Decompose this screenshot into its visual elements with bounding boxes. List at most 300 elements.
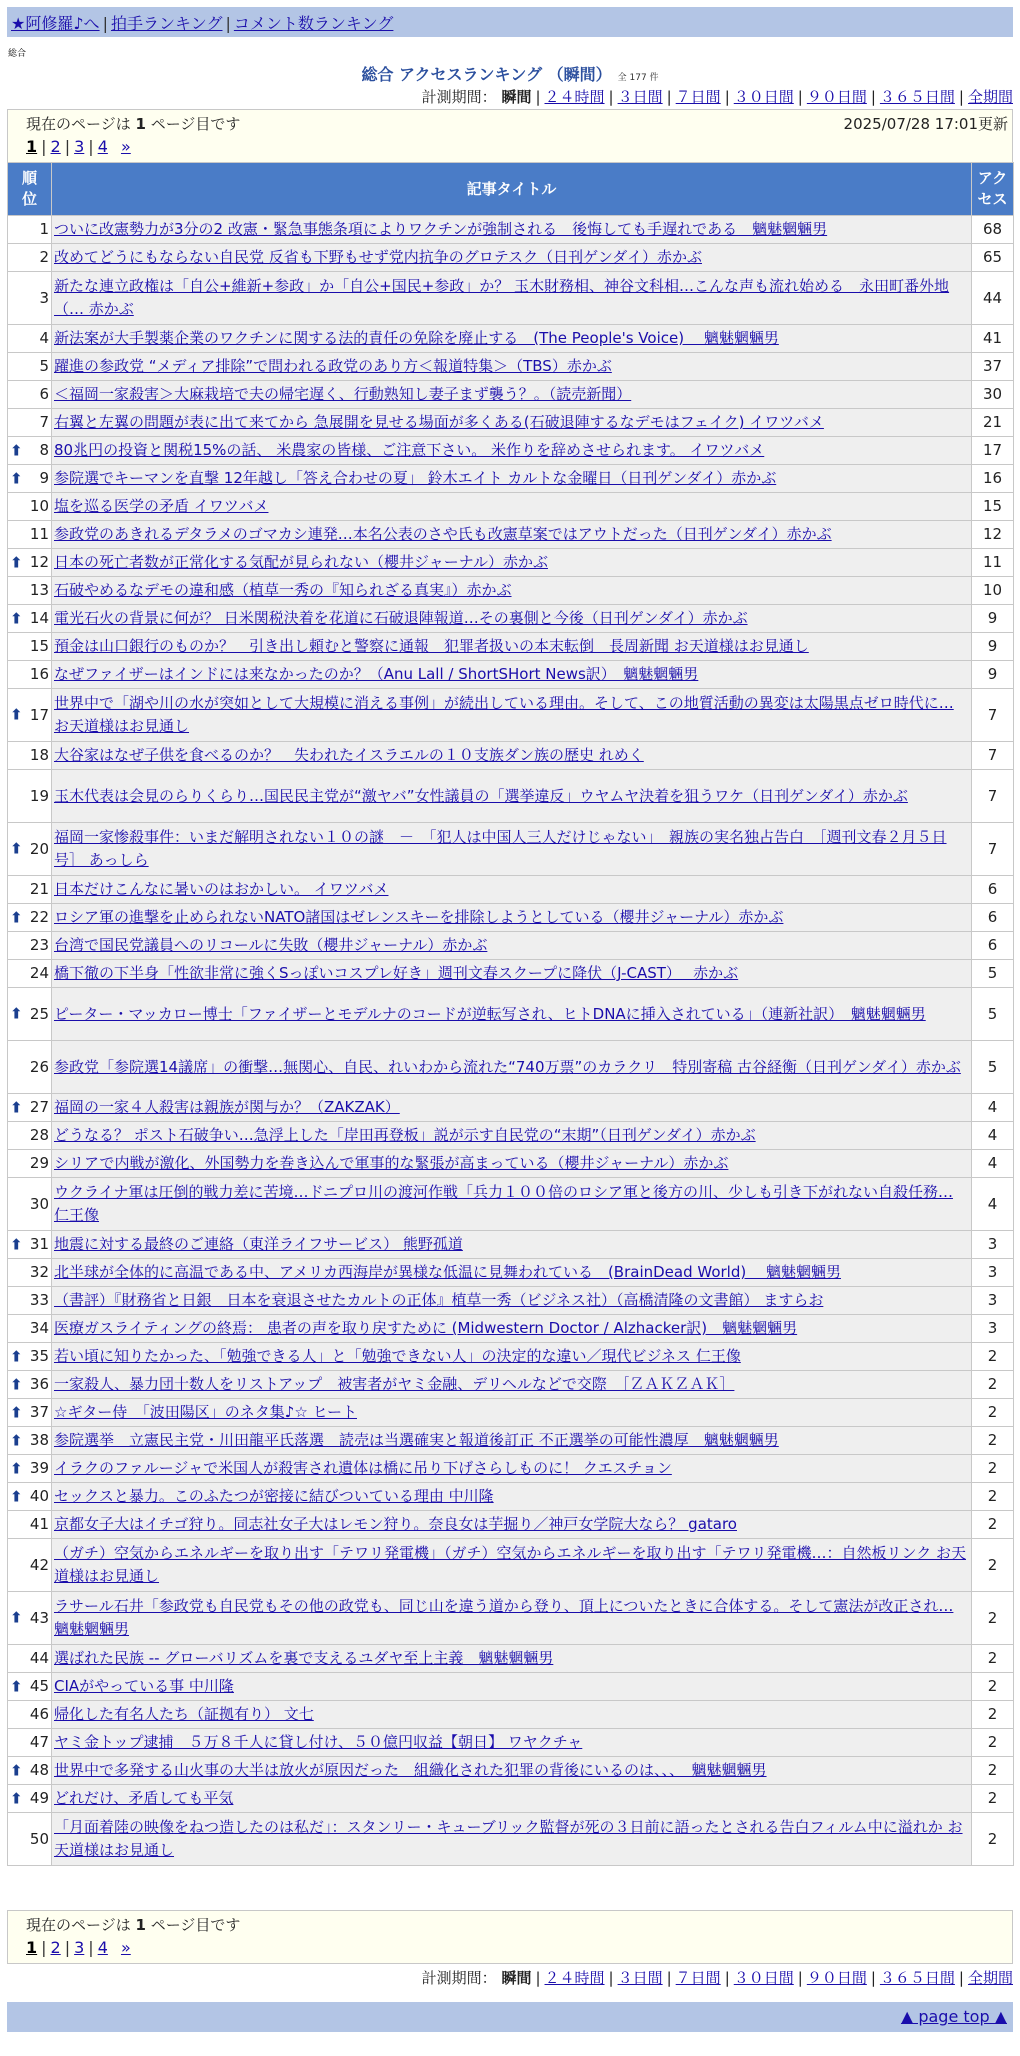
article-link[interactable]: 地震に対する最終のご連絡（東洋ライフサービス） 熊野孤道 <box>54 1235 463 1253</box>
access-count: 6 <box>972 904 1014 932</box>
rank-up-arrow-icon: ⬆ <box>10 1004 23 1023</box>
access-count: 6 <box>972 876 1014 904</box>
article-link[interactable]: シリアで内戦が激化、外国勢力を巻き込んで軍事的な緊張が高まっている（櫻井ジャーナル）赤かぶ <box>54 1154 729 1172</box>
rank-number: 47 <box>29 1733 49 1751</box>
rank-number: 40 <box>29 1487 49 1505</box>
rank-cell <box>8 1150 52 1178</box>
rank-number: 1 <box>39 220 49 238</box>
table-row <box>8 932 1014 960</box>
access-count: 2 <box>972 1701 1014 1729</box>
article-link[interactable]: CIAがやっている事 中川隆 <box>54 1677 234 1695</box>
rank-number: 26 <box>29 1057 49 1076</box>
rank-number: 27 <box>29 1098 49 1116</box>
period-current: 瞬間 <box>501 1969 532 1987</box>
article-link[interactable]: 台湾で国民党議員へのリコールに失敗（櫻井ジャーナル）赤かぶ <box>54 936 488 954</box>
rank-number: 21 <box>29 880 49 898</box>
period-link-all[interactable]: 全期間 <box>967 1969 1013 1987</box>
rank-number: 16 <box>29 665 49 683</box>
access-count: 15 <box>972 493 1014 521</box>
table-row <box>8 1483 1014 1511</box>
title-cell <box>52 1511 972 1539</box>
access-count: 7 <box>972 770 1014 823</box>
pager-link-2[interactable]: 2 <box>50 1938 61 1957</box>
article-link[interactable]: セックスと暴力。このふたつが密接に結びついている理由 中川隆 <box>54 1487 494 1505</box>
article-link[interactable]: 京都女子大はイチゴ狩り。同志社女子大はレモン狩り。奈良女は芋掘り／神戸女学院大なら？ gataro <box>54 1515 737 1533</box>
table-row <box>8 1673 1014 1701</box>
rank-number: 17 <box>29 705 49 724</box>
rank-cell <box>8 409 52 437</box>
access-count: 9 <box>972 633 1014 661</box>
access-count: 5 <box>972 960 1014 988</box>
rank-cell <box>8 960 52 988</box>
nav-link-ashura[interactable]: ★阿修羅♪へ <box>11 14 100 33</box>
title-cell <box>52 689 972 742</box>
article-link[interactable]: 改めてどうにもならない自民党 反省も下野もせず党内抗争のグロテスク（日刊ゲンダイ）赤かぶ <box>54 248 702 266</box>
period-link-all[interactable]: 全期間 <box>967 88 1013 106</box>
article-link[interactable]: 大谷家はなぜ子供を食べるのか？ 失われたイスラエルの１０支族ダン族の歴史 れめく <box>54 746 644 764</box>
rank-cell <box>8 1041 52 1094</box>
rank-cell <box>8 244 52 272</box>
period-current: 瞬間 <box>501 88 532 106</box>
title-cell <box>52 437 972 465</box>
period-link-24h[interactable]: ２４時間 <box>544 1969 605 1987</box>
article-link[interactable]: （ガチ）空気からエネルギーを取り出す「テワリ発電機」（ガチ）空気からエネルギーを取り出す「テワリ発電機…：自然板リンク お天道様はお見通し <box>54 1544 966 1585</box>
rank-number: 29 <box>29 1154 49 1172</box>
rank-number: 32 <box>29 1263 49 1281</box>
title-cell <box>52 1729 972 1757</box>
top-nav-bar <box>7 7 1013 37</box>
article-link[interactable]: （書評）『財務省と日銀 日本を衰退させたカルトの正体』植草一秀（ビジネス社）（高橋清隆の文書館） ますらお <box>54 1291 824 1309</box>
table-row <box>8 1315 1014 1343</box>
updated-timestamp: 2025/07/28 17:01更新 <box>843 115 1008 133</box>
period-link-3d[interactable]: ３日間 <box>617 1969 663 1987</box>
article-link[interactable]: 塩を巡る医学の矛盾 イワツバメ <box>54 497 269 515</box>
title-cell <box>52 577 972 605</box>
article-link[interactable]: どれだけ、矛盾しても平気 <box>54 1789 234 1807</box>
rank-cell <box>8 437 52 465</box>
table-row <box>8 633 1014 661</box>
rank-number: 50 <box>29 1829 49 1848</box>
article-link[interactable]: 石破やめるなデモの違和感（植草一秀の『知られざる真実』）赤かぶ <box>54 581 512 599</box>
table-row <box>8 465 1014 493</box>
table-row <box>8 381 1014 409</box>
table-row <box>8 823 1014 876</box>
period-label: 計測期間： <box>421 1969 497 1987</box>
article-link[interactable]: どうなる？ ポスト石破争い…急浮上した「岸田再登板」説が示す自民党の“末期”（日刊ゲンダイ）赤かぶ <box>54 1126 756 1144</box>
rank-number: 23 <box>29 936 49 954</box>
period-link-365d[interactable]: ３６５日間 <box>879 1969 955 1987</box>
article-link[interactable]: 新法案が大手製薬企業のワクチンに関する法的責任の免除を廃止する (The People's Voice) 魑魅魍魎男 <box>54 329 779 347</box>
article-link[interactable]: ウクライナ軍は圧倒的戦力差に苦境…ドニプロ川の渡河作戦「兵力１００倍のロシア軍と後方の川、少しも引き下がれない自殺任務… 仁王像 <box>54 1183 953 1224</box>
table-row <box>8 1455 1014 1483</box>
article-link[interactable]: ＜福岡一家殺害＞大麻栽培で夫の帰宅遅く、行動熟知し妻子まず襲う？。（読売新聞） <box>54 385 632 403</box>
table-row <box>8 1701 1014 1729</box>
rank-cell <box>8 661 52 689</box>
article-link[interactable]: 帰化した有名人たち（証拠有り） 文七 <box>54 1705 314 1723</box>
table-row <box>8 1122 1014 1150</box>
rank-cell <box>8 1094 52 1122</box>
ranking-table <box>7 162 1014 1866</box>
article-link[interactable]: 躍進の参政党 “メディア排除”で問われる政党のあり方＜報道特集＞（TBS）赤かぶ <box>54 357 612 375</box>
access-count: 9 <box>972 605 1014 633</box>
title-cell <box>52 1757 972 1785</box>
table-row <box>8 1231 1014 1259</box>
rank-cell <box>8 577 52 605</box>
rank-cell <box>8 1729 52 1757</box>
title-cell <box>52 1483 972 1511</box>
period-link-30d[interactable]: ３０日間 <box>733 88 794 106</box>
access-count: 3 <box>972 1287 1014 1315</box>
table-row <box>8 1427 1014 1455</box>
rank-cell <box>8 1701 52 1729</box>
article-link[interactable]: 新たな連立政権は「自公+維新+参政」か「自公+国民+参政」か？ 玉木財務相、神谷文科相…こんな声も流れ始める 永田町番外地（… 赤かぶ <box>54 277 950 318</box>
rank-number: 25 <box>29 1004 49 1023</box>
article-link[interactable]: 世界中で多発する山火事の大半は放火が原因だった 組織化された犯罪の背後にいるのは、、、 魑魅魍魎男 <box>54 1761 767 1779</box>
rank-cell <box>8 876 52 904</box>
access-count: 7 <box>972 689 1014 742</box>
title-cell <box>52 904 972 932</box>
period-link-7d[interactable]: ７日間 <box>675 88 721 106</box>
table-row <box>8 1539 1014 1592</box>
current-page-text: 現在のページは 1 ページ目です <box>26 115 241 133</box>
title-cell <box>52 272 972 325</box>
rank-number: 48 <box>29 1761 49 1779</box>
title-cell <box>52 244 972 272</box>
rank-up-arrow-icon: ⬆ <box>10 1375 23 1393</box>
title-cell <box>52 823 972 876</box>
access-count: 2 <box>972 1511 1014 1539</box>
rank-up-arrow-icon: ⬆ <box>10 469 23 487</box>
access-count: 2 <box>972 1645 1014 1673</box>
title-cell <box>52 1592 972 1645</box>
article-link[interactable]: 参政党「参院選14議席」の衝撃…無関心、自民、れいわから流れた“740万票”のカラクリ 特別寄稿 古谷経衡（日刊ゲンダイ）赤かぶ <box>54 1057 961 1076</box>
title-cell <box>52 988 972 1041</box>
table-row <box>8 770 1014 823</box>
article-link[interactable]: 80兆円の投資と関税15%の話、 米農家の皆様、ご注意下さい。 米作りを辞めさせられます。 イワツバメ <box>54 441 765 459</box>
access-count: 7 <box>972 742 1014 770</box>
title-cell <box>52 1701 972 1729</box>
article-link[interactable]: 日本だけこんなに暑いのはおかしい。 イワツバメ <box>54 880 389 898</box>
table-row <box>8 244 1014 272</box>
article-link[interactable]: 電光石火の背景に何が？ 日米関税決着を花道に石破退陣報道…その裏側と今後（日刊ゲンダイ）赤かぶ <box>54 609 748 627</box>
article-link[interactable]: 福岡の一家４人殺害は親族が関与か？（ZAKZAK） <box>54 1098 400 1116</box>
table-row <box>8 1729 1014 1757</box>
access-count: 3 <box>972 1315 1014 1343</box>
rank-cell <box>8 1592 52 1645</box>
article-link[interactable]: ラサール石井「参政党も自民党もその他の政党も、同じ山を違う道から登り、頂上についたときに合体する。そして憲法が改正され… 魑魅魍魎男 <box>54 1597 954 1638</box>
rank-cell <box>8 1371 52 1399</box>
access-count: 2 <box>972 1813 1014 1866</box>
rank-number: 34 <box>29 1319 49 1337</box>
rank-up-arrow-icon: ⬆ <box>10 1487 23 1505</box>
rank-number: 12 <box>29 553 49 571</box>
table-row <box>8 216 1014 244</box>
rank-cell <box>8 549 52 577</box>
header-access: アクセス <box>972 163 1014 216</box>
table-row <box>8 661 1014 689</box>
title-cell <box>52 1539 972 1592</box>
rank-cell <box>8 1645 52 1673</box>
rank-cell <box>8 465 52 493</box>
article-link[interactable]: 右翼と左翼の問題が表に出て来てから 急展開を見せる場面が多くある(石破退陣するなデモはフェイク) イワツバメ <box>54 413 824 431</box>
title-cell <box>52 353 972 381</box>
rank-cell <box>8 1483 52 1511</box>
rank-number: 24 <box>29 964 49 982</box>
access-count: 4 <box>972 1150 1014 1178</box>
rank-number: 43 <box>29 1608 49 1627</box>
period-selector-bottom: 計測期間： 瞬間 | ２４時間 | ３日間 | ７日間 | ３０日間 | ９０日間 | ３６５日間 | 全期間 <box>421 1969 1013 1987</box>
period-link-365d[interactable]: ３６５日間 <box>879 88 955 106</box>
title-cell <box>52 1231 972 1259</box>
table-row <box>8 742 1014 770</box>
article-link[interactable]: 日本の死亡者数が正常化する気配が見られない（櫻井ジャーナル）赤かぶ <box>54 553 548 571</box>
pager-current: 1 <box>26 137 38 156</box>
page-title: 総合 アクセスランキング （瞬間） <box>361 65 612 84</box>
article-link[interactable]: ピーター・マッカロー博士「ファイザーとモデルナのコードが逆転写され、ヒトDNAに挿入されている」（連新社訳） 魑魅魍魎男 <box>54 1004 926 1023</box>
access-count: 41 <box>972 325 1014 353</box>
table-row <box>8 353 1014 381</box>
nav-link-applause-ranking[interactable]: 拍手ランキング <box>110 14 223 33</box>
title-cell <box>52 1645 972 1673</box>
article-link[interactable]: ロシア軍の進撃を止められないNATO諸国はゼレンスキーを排除しようとしている（櫻井ジャーナル）赤かぶ <box>54 908 784 926</box>
table-row <box>8 272 1014 325</box>
rank-cell <box>8 770 52 823</box>
pager-link-2[interactable]: 2 <box>50 137 61 156</box>
rank-number: 30 <box>29 1194 49 1213</box>
rank-number: 33 <box>29 1291 49 1309</box>
article-link[interactable]: 医療ガスライティングの終焉： 患者の声を取り戻すために (Midwestern Doctor / Alzhacker訳) 魑魅魍魎男 <box>54 1319 798 1337</box>
rank-up-arrow-icon: ⬆ <box>10 1761 23 1779</box>
title-cell <box>52 521 972 549</box>
rank-number: 20 <box>29 839 49 858</box>
access-count: 2 <box>972 1399 1014 1427</box>
rank-up-arrow-icon: ⬆ <box>10 1347 23 1365</box>
period-label: 計測期間： <box>421 88 497 106</box>
table-row <box>8 577 1014 605</box>
table-row <box>8 437 1014 465</box>
access-count: 7 <box>972 823 1014 876</box>
rank-up-arrow-icon: ⬆ <box>10 553 23 571</box>
title-cell <box>52 960 972 988</box>
rank-cell <box>8 1455 52 1483</box>
rank-cell <box>8 1287 52 1315</box>
pager-current: 1 <box>26 1938 38 1957</box>
rank-number: 31 <box>29 1235 49 1253</box>
table-row <box>8 605 1014 633</box>
access-count: 37 <box>972 353 1014 381</box>
title-cell <box>52 1259 972 1287</box>
article-link[interactable]: 福岡一家惨殺事件：いまだ解明されない１０の謎 － 「犯人は中国人三人だけじゃない」 親族の実名独占告白 ［週刊文春２月５日号］ あっしら <box>54 828 947 869</box>
table-row <box>8 1592 1014 1645</box>
article-link[interactable]: 北半球が全体的に高温である中、アメリカ西海岸が異様な低温に見舞われている (BrainDead World) 魑魅魍魎男 <box>54 1263 841 1281</box>
title-cell <box>52 409 972 437</box>
rank-up-arrow-icon: ⬆ <box>10 441 23 459</box>
title-cell <box>52 1673 972 1701</box>
period-link-7d[interactable]: ７日間 <box>675 1969 721 1987</box>
rank-number: 10 <box>29 497 49 515</box>
rank-up-arrow-icon: ⬆ <box>10 908 23 926</box>
rank-number: 42 <box>29 1555 49 1574</box>
pager-bottom: 1 | 2 | 3 | 4 » <box>26 1938 131 1957</box>
article-link[interactable]: なぜファイザーはインドには来なかったのか？（Anu Lall / ShortSHort News訳） 魑魅魍魎男 <box>54 665 699 683</box>
title-cell <box>52 1094 972 1122</box>
rank-up-arrow-icon: ⬆ <box>10 1431 23 1449</box>
title-cell <box>52 1399 972 1427</box>
rank-cell <box>8 932 52 960</box>
total-count: 全 177 件 <box>617 73 659 83</box>
rank-number: 19 <box>29 786 49 805</box>
article-link[interactable]: ヤミ金トップ逮捕 ５万８千人に貸し付け、５０億円収益【朝日】 ワヤクチャ <box>54 1733 583 1751</box>
rank-number: 35 <box>29 1347 49 1365</box>
article-link[interactable]: 世界中で「湖や川の水が突如として大規模に消える事例」が続出している理由。そして、この地質活動の異変は太陽黒点ゼロ時代に… お天道様はお見通し <box>54 694 954 735</box>
rank-cell <box>8 325 52 353</box>
header-rank: 順位 <box>8 163 52 216</box>
period-link-30d[interactable]: ３０日間 <box>733 1969 794 1987</box>
table-row <box>8 1343 1014 1371</box>
pager-top: 1 | 2 | 3 | 4 » <box>26 137 131 156</box>
rank-number: 11 <box>29 525 49 543</box>
table-row <box>8 960 1014 988</box>
article-link[interactable]: 橋下徹の下半身「性欲非常に強くSっぽいコスプレ好き」週刊文春スクープに降伏（J-CAST） 赤かぶ <box>54 964 739 982</box>
article-link[interactable]: 参院選挙 立憲民主党・川田龍平氏落選 読売は当選確実と報道後訂正 不正選挙の可能性濃厚 魑魅魍魎男 <box>54 1431 779 1449</box>
access-count: 4 <box>972 1178 1014 1231</box>
rank-up-arrow-icon: ⬆ <box>10 1677 23 1695</box>
title-cell <box>52 932 972 960</box>
article-link[interactable]: ついに改憲勢力が3分の2 改憲・緊急事態条項によりワクチンが強制される 後悔しても手遅れである 魑魅魍魎男 <box>54 220 828 238</box>
access-count: 2 <box>972 1539 1014 1592</box>
nav-separator: | <box>102 14 108 33</box>
pager-link-3[interactable]: 3 <box>74 137 85 156</box>
access-count: 5 <box>972 1041 1014 1094</box>
article-link[interactable]: 玉木代表は会見のらりくらり…国民民主党が“激ヤバ”女性議員の「選挙違反」ウヤムヤ決着を狙うワケ（日刊ゲンダイ）赤かぶ <box>54 786 908 805</box>
rank-cell <box>8 1813 52 1866</box>
rank-up-arrow-icon: ⬆ <box>10 1459 23 1477</box>
table-row <box>8 1511 1014 1539</box>
title-cell <box>52 1041 972 1094</box>
article-link[interactable]: 若い頃に知りたかった、「勉強できる人」と「勉強できない人」の決定的な違い／現代ビジネス 仁王像 <box>54 1347 741 1365</box>
rank-up-arrow-icon: ⬆ <box>10 1098 23 1116</box>
page-top-link[interactable]: ▲ page top ▲ <box>900 2007 1007 2026</box>
rank-cell <box>8 633 52 661</box>
pager-next[interactable]: » <box>120 1938 131 1957</box>
access-count: 17 <box>972 437 1014 465</box>
rank-up-arrow-icon: ⬆ <box>10 609 23 627</box>
rank-cell <box>8 742 52 770</box>
title-cell <box>52 770 972 823</box>
article-link[interactable]: イラクのファルージャで米国人が殺害され遺体は橋に吊り下げさらしものに！ クエスチョン <box>54 1459 672 1477</box>
access-count: 2 <box>972 1427 1014 1455</box>
article-link[interactable]: 預金は山口銀行のものか？ 引き出し頼むと警察に通報 犯罪者扱いの本末転倒 長周新聞 お天道様はお見通し <box>54 637 809 655</box>
access-count: 68 <box>972 216 1014 244</box>
title-cell <box>52 1343 972 1371</box>
rank-up-arrow-icon: ⬆ <box>10 1403 23 1421</box>
table-row <box>8 1150 1014 1178</box>
article-link[interactable]: 選ばれた民族 -- グローバリズムを裏で支えるユダヤ至上主義 魑魅魍魎男 <box>54 1649 554 1667</box>
pager-link-3[interactable]: 3 <box>74 1938 85 1957</box>
period-link-3d[interactable]: ３日間 <box>617 88 663 106</box>
article-link[interactable]: 「月面着陸の映像をねつ造したのは私だ」：スタンリー・キューブリック監督が死の３日前に語ったとされる告白フィルム中に溢れか お天道様はお見通し <box>54 1818 963 1859</box>
table-row <box>8 493 1014 521</box>
nav-link-comment-ranking[interactable]: コメント数ランキング <box>233 14 394 33</box>
rank-number: 28 <box>29 1126 49 1144</box>
access-count: 2 <box>972 1729 1014 1757</box>
title-cell <box>52 661 972 689</box>
table-row <box>8 1399 1014 1427</box>
page-title-line <box>0 62 1020 85</box>
title-cell <box>52 605 972 633</box>
rank-number: 4 <box>39 329 49 347</box>
access-count: 2 <box>972 1343 1014 1371</box>
access-count: 2 <box>972 1371 1014 1399</box>
rank-cell <box>8 1122 52 1150</box>
rank-cell <box>8 1399 52 1427</box>
rank-cell <box>8 1757 52 1785</box>
title-cell <box>52 742 972 770</box>
pager-link-4[interactable]: 4 <box>97 137 108 156</box>
rank-number: 13 <box>29 581 49 599</box>
table-row <box>8 1371 1014 1399</box>
table-row <box>8 1813 1014 1866</box>
table-row <box>8 1178 1014 1231</box>
rank-number: 9 <box>39 469 49 487</box>
rank-number: 37 <box>29 1403 49 1421</box>
access-count: 2 <box>972 1592 1014 1645</box>
table-row <box>8 876 1014 904</box>
rank-number: 14 <box>29 609 49 627</box>
article-link[interactable]: 参政党のあきれるデタラメのゴマカシ連発…本名公表のさや氏も改憲草案ではアウトだった（日刊ゲンダイ）赤かぶ <box>54 525 832 543</box>
rank-number: 15 <box>29 637 49 655</box>
rank-number: 46 <box>29 1705 49 1723</box>
rank-cell <box>8 1785 52 1813</box>
pager-link-4[interactable]: 4 <box>97 1938 108 1957</box>
title-cell <box>52 1150 972 1178</box>
rank-cell <box>8 605 52 633</box>
title-cell <box>52 549 972 577</box>
table-row <box>8 409 1014 437</box>
rank-up-arrow-icon: ⬆ <box>10 705 23 724</box>
title-cell <box>52 465 972 493</box>
rank-cell <box>8 1178 52 1231</box>
access-count: 2 <box>972 1483 1014 1511</box>
rank-number: 44 <box>29 1649 49 1667</box>
title-cell <box>52 1371 972 1399</box>
pager-next[interactable]: » <box>120 137 131 156</box>
rank-number: 5 <box>39 357 49 375</box>
rank-number: 18 <box>29 746 49 764</box>
rank-cell <box>8 1539 52 1592</box>
rank-number: 41 <box>29 1515 49 1533</box>
period-link-90d[interactable]: ９０日間 <box>806 88 867 106</box>
access-count: 2 <box>972 1785 1014 1813</box>
table-row <box>8 1041 1014 1094</box>
rank-number: 38 <box>29 1431 49 1449</box>
period-link-24h[interactable]: ２４時間 <box>544 88 605 106</box>
article-link[interactable]: 一家殺人、暴力団十数人をリストアップ 被害者がヤミ金融、デリヘルなどで交際 ［ＺＡＫＺＡＫ］ <box>54 1375 735 1393</box>
table-row <box>8 549 1014 577</box>
table-row <box>8 1287 1014 1315</box>
rank-number: 2 <box>39 248 49 266</box>
article-link[interactable]: ☆ギター侍 「波田陽区」のネタ集♪☆ ヒート <box>54 1403 357 1421</box>
access-count: 3 <box>972 1231 1014 1259</box>
period-link-90d[interactable]: ９０日間 <box>806 1969 867 1987</box>
table-row <box>8 904 1014 932</box>
rank-cell <box>8 1259 52 1287</box>
title-cell <box>52 493 972 521</box>
nav-separator: | <box>225 14 231 33</box>
rank-cell <box>8 353 52 381</box>
article-link[interactable]: 参院選でキーマンを直撃 12年越し「答え合わせの夏」 鈴木エイト カルトな金曜日（日刊ゲンダイ）赤かぶ <box>54 469 777 487</box>
title-cell <box>52 633 972 661</box>
